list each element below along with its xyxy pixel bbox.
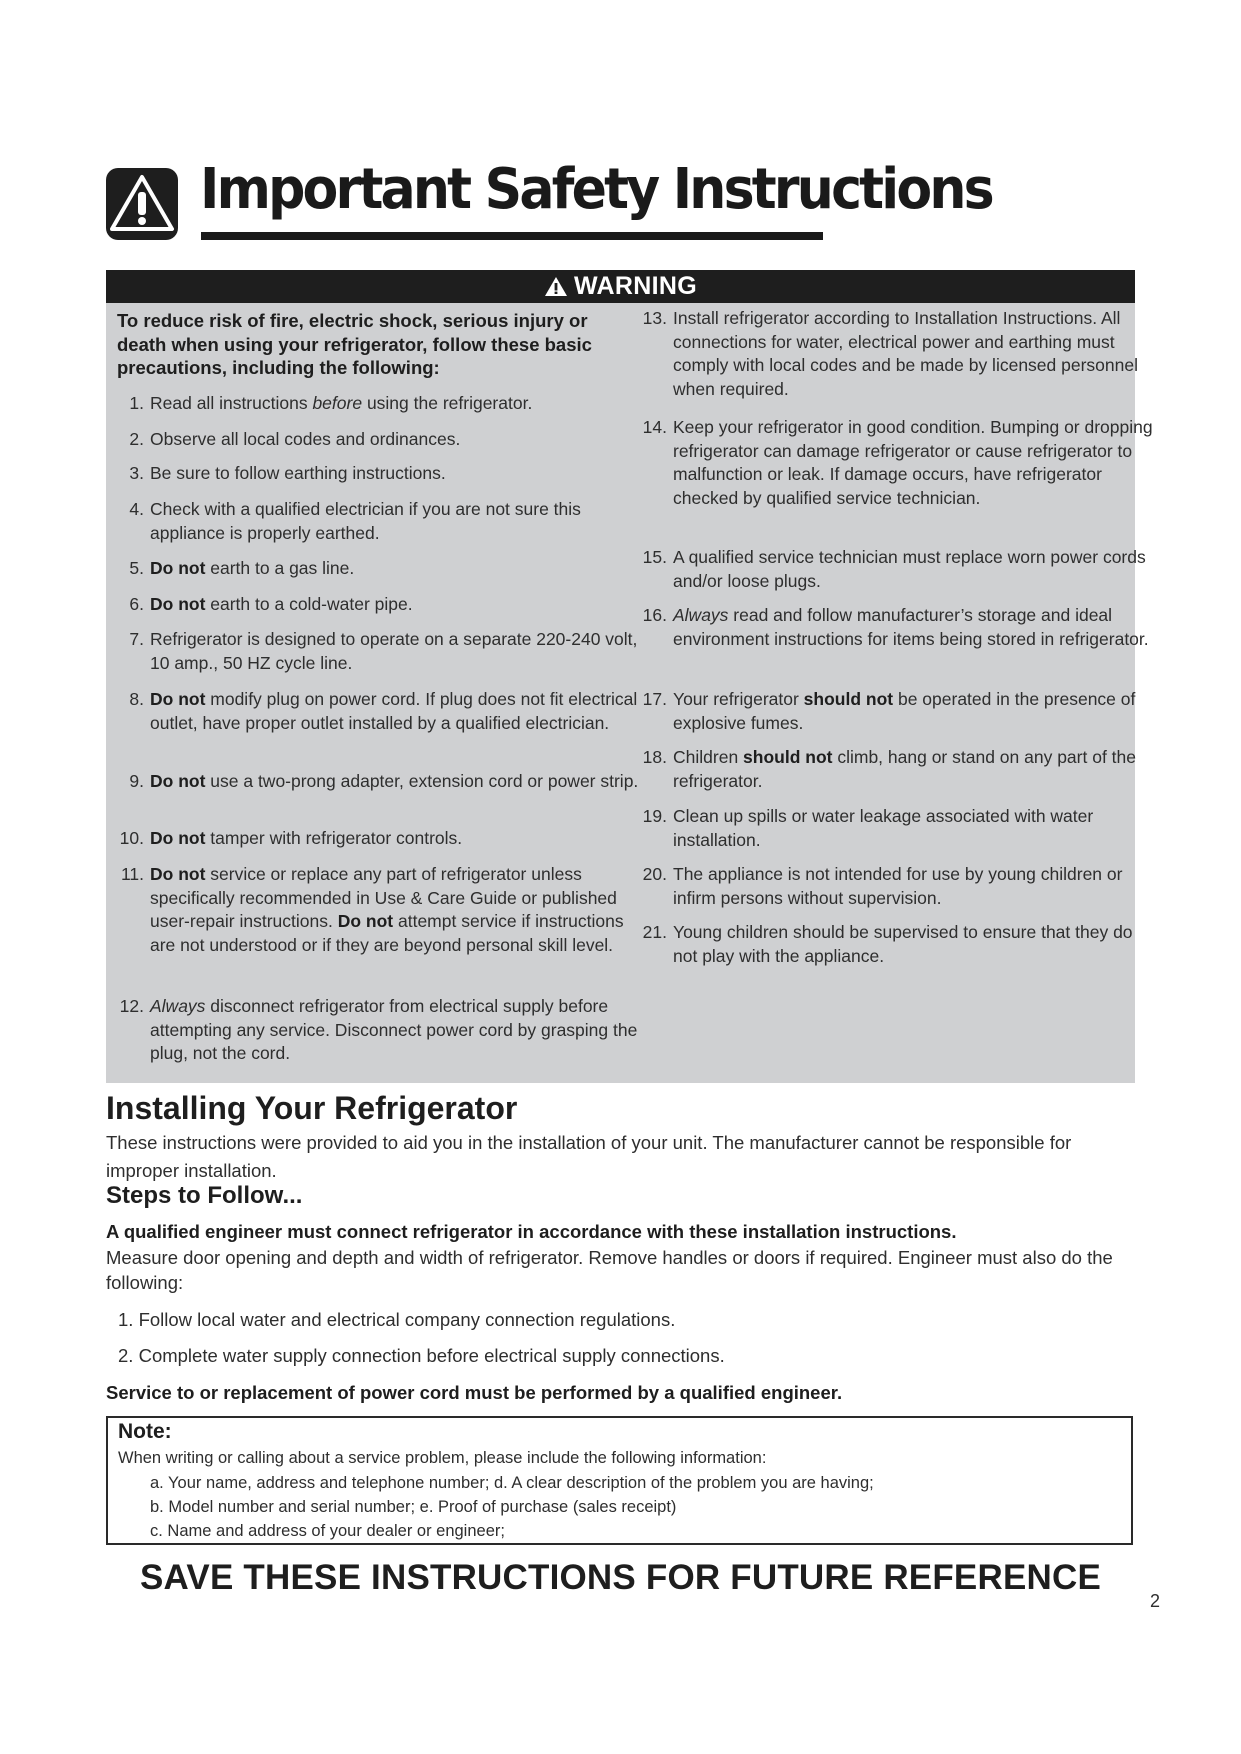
note-item: a. Your name, address and telephone number; d. A clear description of the problem you are having; [150, 1474, 874, 1492]
warning-item-19: 19. Clean up spills or water leakage associated with water installation. [642, 806, 1094, 850]
warning-item-14: 14. Keep your refrigerator in good condition. Bumping or dropping refrigerator can damage refrigerator or cause refrigerator to malfunction or leak. If damage occurs, have refrigerator checked by qualified service technician. [642, 417, 1153, 508]
warning-item-21: 21. Young children should be supervised to ensure that they do not play with the appliance. [642, 922, 1133, 966]
warning-item-18: 18. Children should not climb, hang or stand on any part of the refrigerator. [642, 747, 1136, 791]
install-step-1: 1. Follow local water and electrical company connection regulations. [118, 1309, 676, 1330]
warning-item-2: 2. Observe all local codes and ordinances. [129, 429, 461, 449]
warning-item-10: 10. Do not tamper with refrigerator controls. [119, 828, 463, 848]
warning-item-7: 7. Refrigerator is designed to operate on a separate 220-240 volt, 10 amp., 50 HZ cycle line. [129, 629, 638, 673]
measure-instructions: Measure door opening and depth and width of refrigerator. Remove handles or doors if required. Engineer must also do the following: [106, 1247, 1113, 1293]
warning-item-15: 15. A qualified service technician must replace worn power cords and/or loose plugs. [642, 547, 1146, 591]
note-intro: When writing or calling about a service problem, please include the following information: [118, 1449, 767, 1467]
installing-heading: Installing Your Refrigerator [106, 1090, 518, 1126]
steps-heading: Steps to Follow... [106, 1182, 303, 1209]
warning-item-17: 17. Your refrigerator should not be operated in the presence of explosive fumes. [642, 689, 1136, 733]
note-item: b. Model number and serial number; e. Proof of purchase (sales receipt) [150, 1498, 677, 1516]
warning-item-20: 20. The appliance is not intended for use by young children or infirm persons without supervision. [642, 864, 1123, 908]
warning-item-8: 8. Do not modify plug on power cord. If plug does not fit electrical outlet, have proper outlet installed by a qualified electrician. [129, 689, 638, 733]
page-number: 2 [1150, 1591, 1161, 1611]
warning-item-5: 5. Do not earth to a gas line. [129, 558, 355, 578]
installing-intro: These instructions were provided to aid you in the installation of your unit. The manufacturer cannot be responsible for improper installation. [106, 1132, 1072, 1181]
warning-item-16: 16. Always read and follow manufacturer’s storage and ideal environment instructions for items being stored in refrigerator. [642, 605, 1149, 649]
warning-icon [544, 276, 568, 297]
title-underline [201, 232, 823, 240]
warning-label: WARNING [574, 272, 697, 300]
save-instructions-banner: SAVE THESE INSTRUCTIONS FOR FUTURE REFERENCE [140, 1558, 1101, 1597]
warning-header [106, 270, 1135, 303]
note-heading: Note: [118, 1420, 172, 1443]
warning-item-6: 6. Do not earth to a cold-water pipe. [129, 594, 413, 614]
warning-item-4: 4. Check with a qualified electrician if you are not sure this appliance is properly earthed. [129, 499, 581, 543]
power-cord-notice: Service to or replacement of power cord must be performed by a qualified engineer. [106, 1382, 843, 1403]
warning-item-9: 9. Do not use a two-prong adapter, extension cord or power strip. [129, 771, 639, 791]
install-step-2: 2. Complete water supply connection before electrical supply connections. [118, 1345, 725, 1366]
qualified-engineer-notice: A qualified engineer must connect refrigerator in accordance with these installation instructions. [106, 1221, 957, 1242]
warning-item-3: 3. Be sure to follow earthing instructions. [129, 463, 446, 483]
warning-item-1: 1. Read all instructions before using the refrigerator. [129, 393, 533, 413]
page-title: Important Safety Instructions [200, 157, 992, 222]
warning-item-12: 12. Always disconnect refrigerator from electrical supply before attempting any service. Disconnect power cord by grasping the plug, not the cord. [119, 996, 638, 1063]
note-item: c. Name and address of your dealer or engineer; [150, 1522, 505, 1540]
warning-item-13: 13. Install refrigerator according to Installation Instructions. All connections for water, electrical power and earthing must comply with local codes and be made by licensed personnel when required. [642, 308, 1138, 399]
warning-triangle-icon [104, 166, 180, 242]
warning-intro: To reduce risk of fire, electric shock, serious injury or death when using your refrigerator, follow these basic precautions, including the following: [117, 310, 592, 378]
warning-item-11: 11. Do not service or replace any part of refrigerator unless specifically recommended in Use & Care Guide or published user-repair instructions. Do not attempt service if instructions are not understood or if they are beyond personal skill level. [120, 864, 624, 955]
